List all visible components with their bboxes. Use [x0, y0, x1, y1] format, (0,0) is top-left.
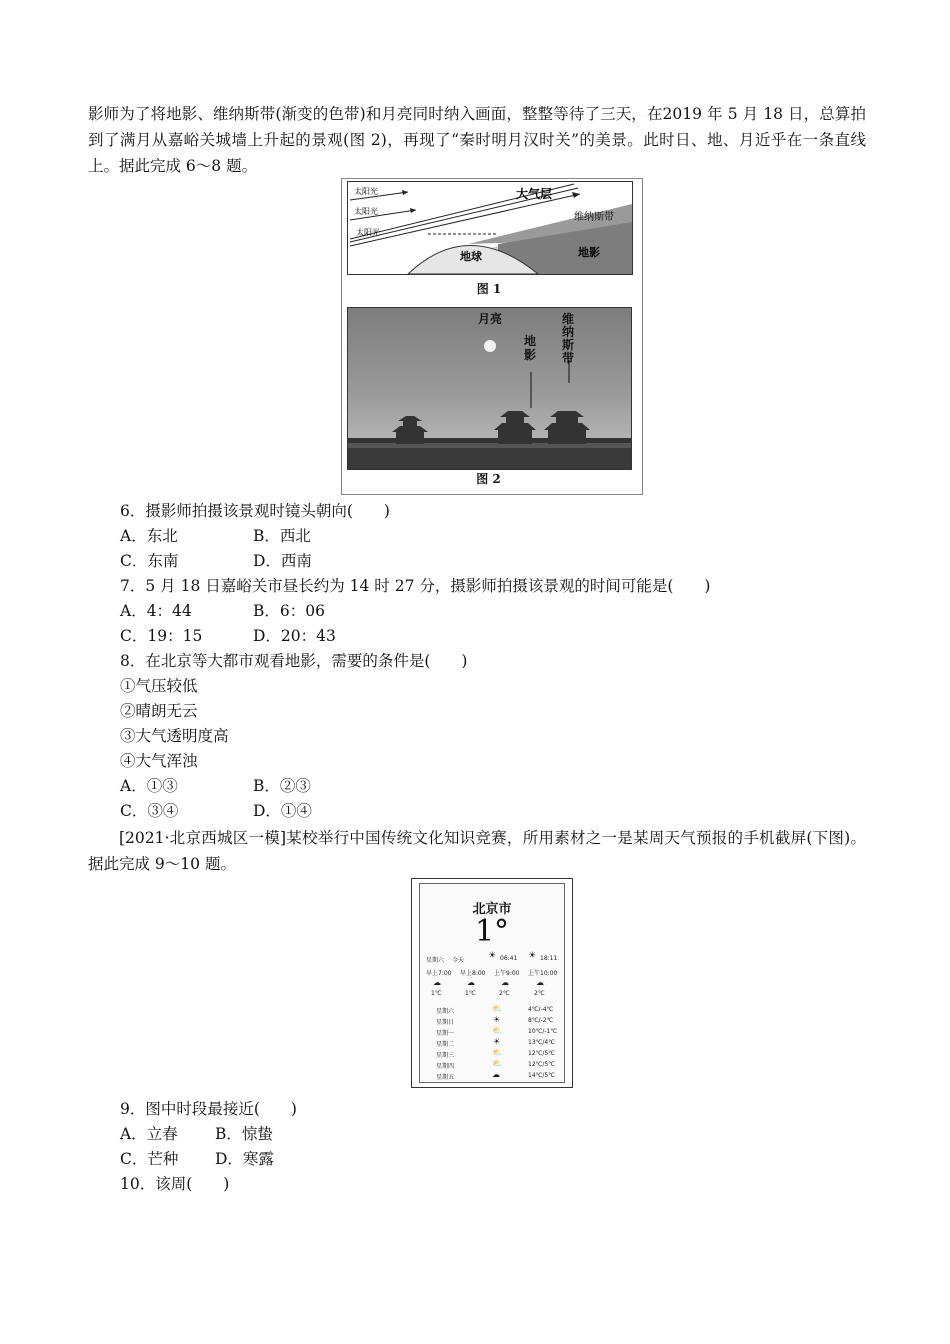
question-8-item-3: ③大气透明度高 [120, 727, 229, 745]
figure-2-caption: 图 2 [476, 472, 501, 486]
figure-1-caption: 图 1 [476, 282, 502, 296]
intro-2-paragraph: [2021·北京西城区一模]某校举行中国传统文化知识竞赛，所用素材之一是某周天气预报的手机截屏(下图)。据此完成 9～10 题。 [88, 829, 866, 873]
question-7-stem: 7．5 月 18 日嘉峪关市昼长约为 14 时 27 分，摄影师拍摄该景观的时间可能是( ) [120, 577, 711, 595]
question-8-item-4: ④大气浑浊 [120, 752, 198, 770]
forecast-range: 10℃/-1℃ [528, 1028, 558, 1035]
weather-app-screen [419, 883, 565, 1083]
question-8-option-c[interactable]: C．③④ [120, 802, 179, 820]
question-8-option-b[interactable]: B．②③ [253, 777, 311, 795]
question-6-option-b[interactable]: B．西北 [253, 527, 311, 545]
earth-label: 地球 [460, 250, 482, 263]
earth-shadow-vertical-label: 地影 [524, 334, 537, 362]
sun-label-2: 太阳光 [354, 207, 378, 216]
hour-temp-2: 1℃ [465, 990, 476, 997]
question-6-option-a[interactable]: A．东北 [120, 527, 178, 545]
forecast-range: 12℃/5℃ [528, 1050, 555, 1057]
question-8-item-2: ②晴朗无云 [120, 702, 198, 720]
question-7-option-c[interactable]: C．19：15 [120, 627, 203, 645]
venus-belt-label: 维纳斯带 [574, 212, 614, 223]
cloudy-icon: ☁ [492, 1070, 500, 1079]
hour-label-2: 早上8:00 [460, 970, 486, 977]
figure-2-photo [347, 307, 632, 470]
venus-belt-vertical-label: 维纳斯带 [562, 312, 575, 365]
forecast-range: 14℃/5℃ [528, 1072, 555, 1079]
hour-label-1: 早上7:00 [426, 970, 452, 977]
question-6-option-c[interactable]: C．东南 [120, 552, 179, 570]
weather-today-label: 今天 [452, 957, 465, 964]
question-8-item-1: ①气压较低 [120, 677, 198, 695]
hour-label-4: 上午10:00 [528, 970, 558, 977]
hour-temp-4: 2℃ [534, 990, 545, 997]
atmosphere-label: 大气层 [516, 187, 553, 201]
forecast-range: 8℃/-2℃ [528, 1017, 554, 1024]
weather-city: 北京市 [472, 902, 512, 917]
question-9-stem: 9．图中时段最接近( ) [120, 1100, 297, 1118]
question-6-option-d[interactable]: D．西南 [253, 552, 312, 570]
sun-label-3: 太阳光 [356, 228, 380, 237]
hour-temp-1: 1℃ [431, 990, 442, 997]
partly-cloudy-icon: ⛅ [492, 1004, 502, 1013]
hour-weather-icon-3: ☁ [501, 978, 509, 987]
question-7-option-b[interactable]: B．6：06 [253, 602, 325, 620]
forecast-range: 12℃/5℃ [528, 1061, 555, 1068]
weather-today-day: 星期六 [426, 957, 445, 964]
hour-temp-3: 2℃ [499, 990, 510, 997]
sunny-icon: ☀ [493, 1015, 501, 1024]
question-8-option-a[interactable]: A．①③ [120, 777, 178, 795]
hour-label-3: 上午9:00 [494, 970, 520, 977]
earth-shadow-label: 地影 [578, 246, 600, 259]
sunny-icon: ☀ [493, 1037, 501, 1046]
weather-sunset: 18:11 [540, 955, 558, 962]
question-9-option-b[interactable]: B．惊蛰 [215, 1125, 273, 1143]
forecast-day: 星期四 [436, 1063, 455, 1070]
hour-weather-icon-4: ☁ [536, 978, 544, 987]
forecast-day: 星期日 [436, 1019, 455, 1026]
moon-label: 月亮 [478, 312, 503, 326]
question-9-option-c[interactable]: C．芒种 [120, 1150, 179, 1168]
sunset-icon: ☀ [528, 951, 537, 961]
forecast-range: 13℃/4℃ [528, 1039, 555, 1046]
question-8-option-d[interactable]: D．①④ [253, 802, 312, 820]
forecast-range: 4℃/-4℃ [528, 1006, 554, 1013]
partly-cloudy-icon: ⛅ [492, 1048, 502, 1057]
forecast-row [436, 1072, 560, 1083]
sun-label-1: 太阳光 [354, 187, 378, 196]
partly-cloudy-icon: ⛅ [492, 1059, 502, 1068]
question-7-option-a[interactable]: A．4：44 [120, 602, 192, 620]
weather-sunrise: 06:41 [500, 955, 518, 962]
question-9-option-a[interactable]: A．立春 [120, 1125, 178, 1143]
intro-paragraph: 影师为了将地影、维纳斯带(渐变的色带)和月亮同时纳入画面，整整等待了三天，在2019 年 5 月 18 日，总算拍到了满月从嘉峪关城墙上升起的景观(图 2)，再现了“秦时明月汉时关”的美景。此时日、地、月近乎在一条直线上。据此完成 6～8 题。 [88, 105, 866, 175]
forecast-day: 星期三 [436, 1052, 455, 1059]
question-8-stem: 8．在北京等大都市观看地影，需要的条件是( ) [120, 652, 468, 670]
hour-weather-icon-1: ☁ [433, 978, 441, 987]
question-10-stem: 10．该周( ) [120, 1175, 230, 1193]
forecast-day: 星期二 [436, 1041, 455, 1048]
question-7-option-d[interactable]: D．20：43 [253, 627, 336, 645]
phone-screenshot [411, 878, 573, 1088]
question-9-option-d[interactable]: D．寒露 [215, 1150, 274, 1168]
sunrise-icon: ☀ [488, 951, 497, 961]
forecast-day: 星期一 [436, 1030, 455, 1037]
weather-current-temp: 1° [474, 914, 510, 949]
figure-1-diagram [347, 181, 633, 275]
figure-1-svg [348, 182, 632, 274]
forecast-day: 星期六 [436, 1008, 455, 1015]
question-6-stem: 6．摄影师拍摄该景观时镜头朝向( ) [120, 502, 390, 520]
partly-cloudy-icon: ⛅ [492, 1026, 502, 1035]
hour-weather-icon-2: ☁ [467, 978, 475, 987]
figure-2-svg [348, 308, 631, 469]
forecast-day: 星期五 [436, 1074, 455, 1081]
